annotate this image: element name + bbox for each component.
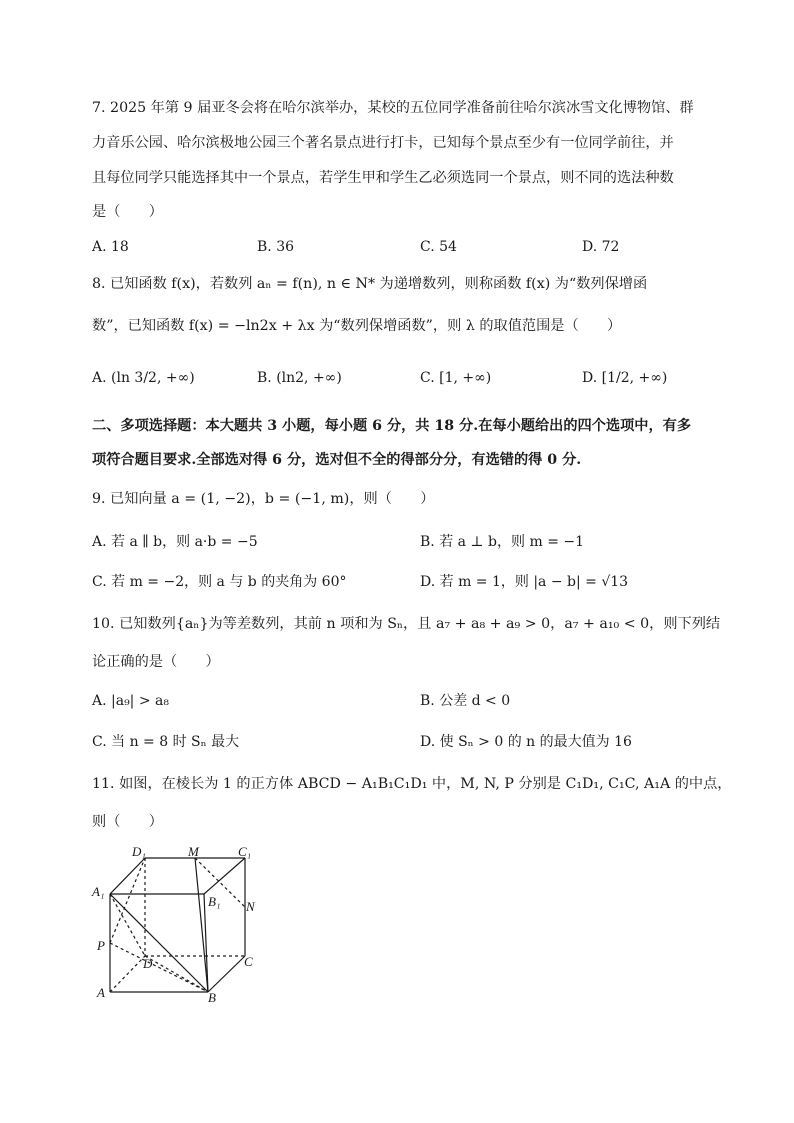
- label-m: M: [188, 844, 199, 859]
- q9-line-1: 9. 已知向量 a = (1, −2)，b = (−1, m)，则（ ）: [92, 491, 435, 507]
- segment-a1d: [110, 894, 145, 956]
- segment-pd1: [110, 858, 145, 943]
- label-n: N: [246, 899, 255, 914]
- label-c: C: [244, 954, 253, 969]
- q10-choice-a: A. |a₉| > a₈: [92, 693, 169, 709]
- q9-choice-d: D. 若 m = 1，则 |a − b| = √13: [420, 574, 629, 590]
- q7-choice-d: D. 72: [582, 239, 620, 255]
- q8-line-2: 数”，已知函数 f(x) = −ln2x + λx 为“数列保增函数”，则 λ 的取值范围是（ ）: [92, 318, 622, 334]
- label-d1: D₁: [132, 844, 146, 859]
- q8-choice-c: C. [1, +∞): [420, 370, 492, 386]
- label-c1: C₁: [238, 844, 252, 859]
- q8-choice-a: A. (ln 3/2, +∞): [92, 370, 195, 386]
- q9-choice-c: C. 若 m = −2，则 a 与 b 的夹角为 60°: [92, 574, 347, 590]
- label-b: B: [208, 990, 216, 1005]
- q7-line-3: 且每位同学只能选择其中一个景点，若学生甲和学生乙必须选同一个景点，则不同的选法种数: [92, 170, 674, 186]
- q9-choice-a: A. 若 a ∥ b，则 a·b = −5: [92, 534, 258, 550]
- segment-db: [145, 956, 208, 992]
- edge-a1d1: [110, 858, 145, 894]
- label-b1: B₁: [208, 894, 221, 909]
- cube-figure: [86, 840, 276, 1010]
- q9-choice-b: B. 若 a ⊥ b，则 m = −1: [420, 534, 585, 550]
- q7-line-4: 是（ ）: [92, 204, 163, 220]
- q10-line-2: 论正确的是（ ）: [92, 654, 220, 670]
- label-p: P: [97, 938, 105, 953]
- q7-line-2: 力音乐公园、哈尔滨极地公园三个著名景点进行打卡，已知每个景点至少有一位同学前往，并: [92, 135, 674, 151]
- q8-choice-d: D. [1/2, +∞): [582, 370, 668, 386]
- segment-mb: [195, 858, 208, 992]
- hidden-edge-ad: [110, 956, 145, 992]
- q10-choice-b: B. 公差 d < 0: [420, 693, 511, 709]
- label-a1: A₁: [92, 884, 105, 899]
- section2-line-2: 项符合题目要求.全部选对得 6 分，选对但不全的得部分分，有选错的得 0 分.: [92, 452, 582, 468]
- label-d: D: [143, 956, 153, 971]
- label-a: A: [97, 985, 105, 1000]
- q10-choice-c: C. 当 n = 8 时 Sₙ 最大: [92, 734, 240, 750]
- q7-choice-c: C. 54: [420, 239, 457, 255]
- q7-line-1: 7. 2025 年第 9 届亚冬会将在哈尔滨举办，某校的五位同学准备前往哈尔滨冰雪文化博物馆、群: [92, 100, 694, 116]
- q8-choice-b: B. (ln2, +∞): [257, 370, 342, 386]
- q10-choice-d: D. 使 Sₙ > 0 的 n 的最大值为 16: [420, 734, 632, 750]
- q7-choice-a: A. 18: [92, 239, 129, 255]
- q10-line-1: 10. 已知数列{aₙ}为等差数列，其前 n 项和为 Sₙ，且 a₇ + a₈ + a₉ > 0，a₇ + a₁₀ < 0，则下列结: [92, 616, 721, 632]
- segment-pb: [110, 943, 208, 992]
- edge-bc: [208, 956, 245, 992]
- q8-line-1: 8. 已知函数 f(x)，若数列 aₙ = f(n), n ∈ N* 为递增数列，则称函数 f(x) 为“数列保增函: [92, 276, 648, 292]
- q7-choice-b: B. 36: [257, 239, 295, 255]
- section2-line-1: 二、多项选择题：本大题共 3 小题，每小题 6 分，共 18 分.在每小题给出的四个选项中，有多: [92, 418, 692, 434]
- q11-line-2: 则（ ）: [92, 814, 163, 830]
- q11-line-1: 11. 如图，在棱长为 1 的正方体 ABCD − A₁B₁C₁D₁ 中，M, N, P 分别是 C₁D₁, C₁C, A₁A 的中点，: [92, 776, 732, 792]
- edge-b1c1: [204, 858, 245, 894]
